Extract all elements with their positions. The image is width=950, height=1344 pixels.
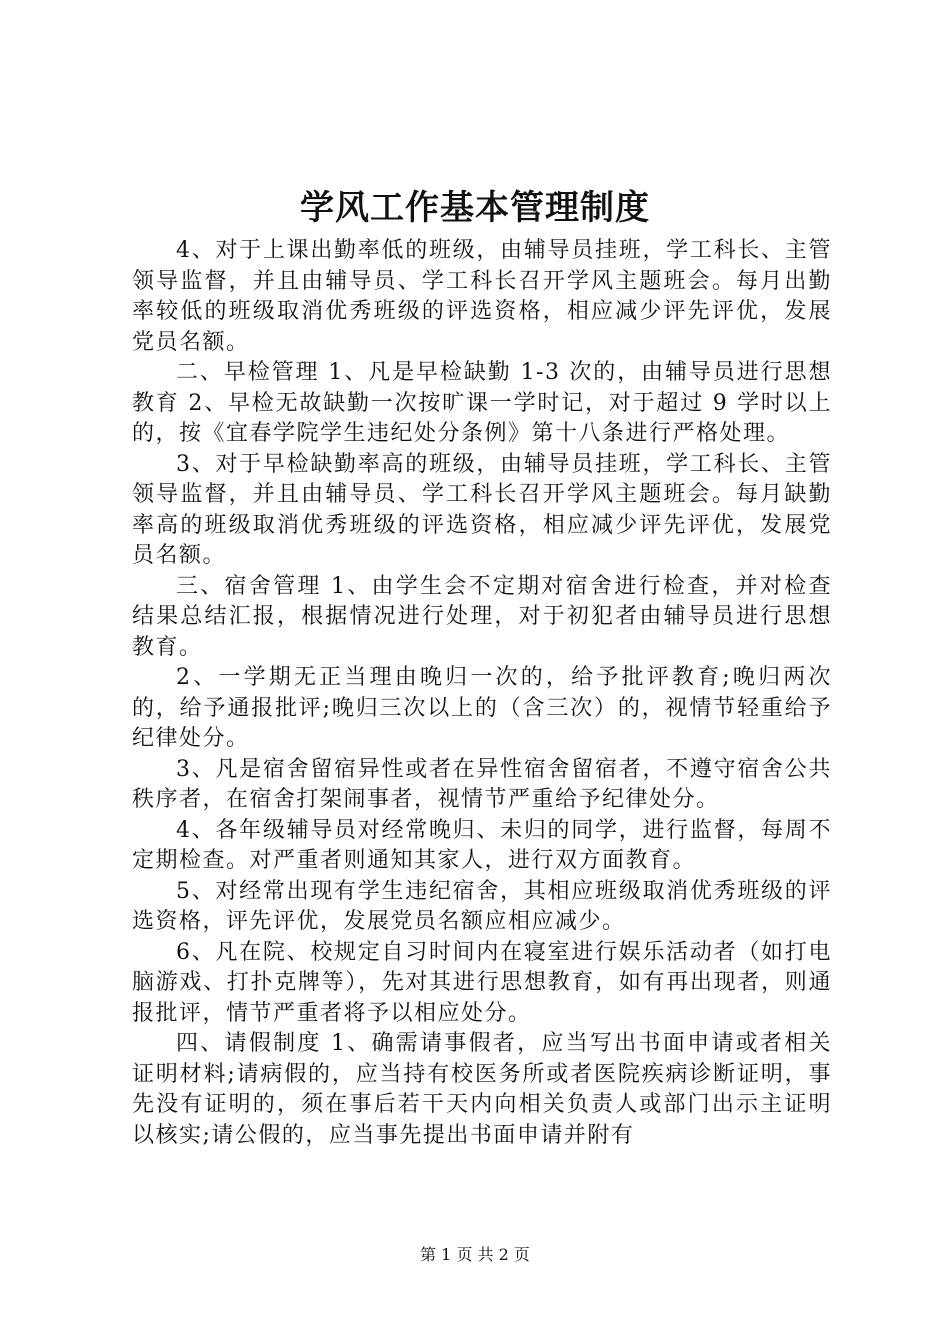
document-title: 学风工作基本管理制度 [300,188,650,228]
paragraph-dormitory-4: 4、各年级辅导员对经常晚归、未归的同学，进行监督，每周不定期检查。对严重者则通知其家人，进行双方面教育。 [132,817,832,873]
paragraph-morning-check: 二、早检管理 1、凡是早检缺勤 1-3 次的，由辅导员进行思想教育 2、早检无故缺勤一次按旷课一学时记，对于超过 9 学时以上的，按《宜春学院学生违纪处分条例》第十八条进行严格处理。 [132,360,832,446]
page-number: 第 1 页 共 2 页 [420,1245,530,1264]
paragraph-dormitory: 三、宿舍管理 1、由学生会不定期对宿舍进行检查，并对检查结果总结汇报，根据情况进行处理，对于初犯者由辅导员进行思想教育。 [132,573,832,660]
paragraph-dormitory-3: 3、凡是宿舍留宿异性或者在异性宿舍留宿者，不遵守宿舍公共秩序者，在宿舍打架闹事者，视情节严重给予纪律处分。 [132,756,832,812]
paragraph-dormitory-6: 6、凡在院、校规定自习时间内在寝室进行娱乐活动者（如打电脑游戏、打扑克牌等），先对其进行思想教育，如有再出现者，则通报批评，情节严重者将予以相应处分。 [132,939,832,1026]
paragraph-morning-check-3: 3、对于早检缺勤率高的班级，由辅导员挂班，学工科长、主管领导监督，并且由辅导员、学工科长召开学风主题班会。每月缺勤率高的班级取消优秀班级的评选资格，相应减少评先评优，发展党员名额。 [132,451,832,568]
document-body [132,236,832,1151]
paragraph-leave: 四、请假制度 1、确需请事假者，应当写出书面申请或者相关证明材料;请病假的，应当持有校医务所或者医院疾病诊断证明，事先没有证明的，须在事后若干天内向相关负责人或部门出示主证明以核实;请公假的，应当事先提出书面申请并附有 [132,1031,832,1148]
paragraph-attendance-4: 4、对于上课出勤率低的班级，由辅导员挂班，学工科长、主管领导监督，并且由辅导员、学工科长召开学风主题班会。每月出勤率较低的班级取消优秀班级的评选资格，相应减少评先评优，发展党员名额。 [132,238,832,355]
paragraph-dormitory-2: 2、一学期无正当理由晚归一次的，给予批评教育;晚归两次的，给予通报批评;晚归三次以上的（含三次）的，视情节轻重给予纪律处分。 [132,665,832,751]
paragraph-dormitory-5: 5、对经常出现有学生违纪宿舍，其相应班级取消优秀班级的评选资格，评先评优，发展党员名额应相应减少。 [132,878,832,934]
